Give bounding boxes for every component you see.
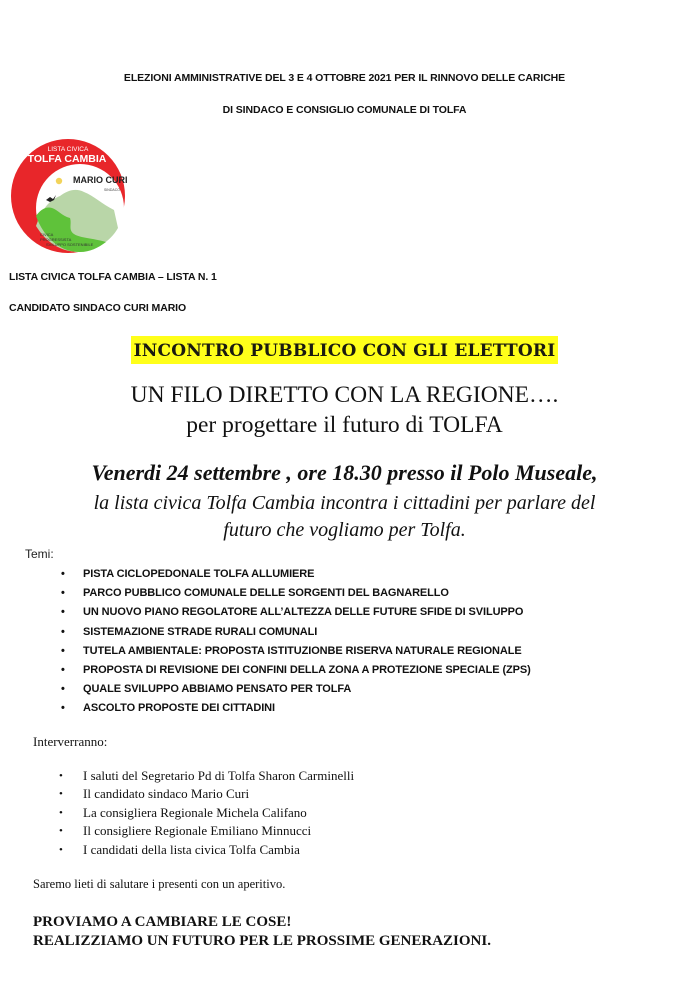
- speaker-text: Il candidato sindaco Mario Curi: [83, 786, 250, 802]
- bullet-icon: •: [61, 587, 65, 600]
- topic-item: [0, 699, 531, 718]
- event-date-place: Venerdi 24 settembre , ore 18.30 presso il Polo Museale,: [91, 460, 598, 485]
- topics-label: Temi:: [25, 547, 54, 561]
- slogan-line-1: PROVIAMO A CAMBIARE LE COSE!: [33, 914, 292, 930]
- event-subtitle-2: per progettare il futuro di TOLFA: [186, 412, 503, 438]
- topic-item: [0, 565, 531, 584]
- topic-text: ASCOLTO PROPOSTE DEI CITTADINI: [83, 702, 275, 715]
- bullet-icon: •: [61, 606, 65, 619]
- topic-item: [0, 584, 531, 603]
- bullet-icon: •: [61, 625, 65, 638]
- bullet-icon: •: [59, 788, 63, 801]
- candidate-mayor: CANDIDATO SINDACO CURI MARIO: [9, 302, 187, 314]
- topic-text: PROPOSTA DI REVISIONE DEI CONFINI DELLA ZONA A PROTEZIONE SPECIALE (ZPS): [83, 663, 531, 676]
- speaker-item: [0, 785, 354, 803]
- bullet-icon: •: [59, 806, 63, 819]
- speaker-item: [0, 767, 354, 785]
- bullet-icon: •: [59, 770, 63, 782]
- lista-number: LISTA CIVICA TOLFA CAMBIA – LISTA N. 1: [9, 271, 217, 283]
- slogan-line-2: REALIZZIAMO UN FUTURO PER LE PROSSIME GENERAZIONI.: [33, 933, 491, 949]
- logo-bottom-1: CIVICA: [40, 232, 54, 237]
- topic-item: [0, 661, 531, 680]
- topic-item: [0, 642, 531, 661]
- bullet-icon: •: [61, 663, 65, 676]
- bullet-icon: •: [61, 568, 65, 580]
- bullet-icon: •: [61, 683, 65, 696]
- topic-item: [0, 623, 531, 642]
- speaker-text: La consigliera Regionale Michela Califano: [83, 804, 307, 820]
- topic-text: PISTA CICLOPEDONALE TOLFA ALLUMIERE: [83, 568, 315, 580]
- topic-text: TUTELA AMBIENTALE: PROPOSTA ISTITUZIONBE RISERVA NATURALE REGIONALE: [83, 644, 522, 657]
- headline-wrap: [0, 336, 689, 364]
- topics-list: [0, 565, 531, 719]
- logo-bottom-2: PROGRESSISTA: [40, 237, 72, 242]
- topic-text: QUALE SVILUPPO ABBIAMO PENSATO PER TOLFA: [83, 683, 352, 696]
- event-headline: INCONTRO PUBBLICO CON GLI ELETTORI: [131, 336, 559, 364]
- election-header-line-1: ELEZIONI AMMINISTRATIVE DEL 3 E 4 OTTOBRE 2021 PER IL RINNOVO DELLE CARICHE: [123, 72, 566, 84]
- event-description: [0, 490, 689, 544]
- topic-text: UN NUOVO PIANO REGOLATORE ALL’ALTEZZA DELLE FUTURE SFIDE DI SVILUPPO: [83, 606, 524, 619]
- speakers-list: [0, 767, 354, 859]
- speaker-item: [0, 804, 354, 822]
- election-header-line-2: DI SINDACO E CONSIGLIO COMUNALE DI TOLFA: [222, 104, 467, 116]
- bullet-icon: •: [61, 702, 65, 715]
- logo-top-text: LISTA CIVICA: [47, 146, 89, 153]
- logo-bottom-3: SVILUPPO SOSTENIBILE: [46, 242, 94, 247]
- speaker-item: [0, 841, 354, 859]
- speaker-item: [0, 822, 354, 840]
- topic-item: [0, 680, 531, 699]
- speaker-text: I saluti del Segretario Pd di Tolfa Sharon Carminelli: [83, 768, 355, 783]
- topic-text: PARCO PUBBLICO COMUNALE DELLE SORGENTI DEL BAGNARELLO: [83, 587, 449, 600]
- logo-name: TOLFA CAMBIA: [27, 153, 107, 165]
- speaker-text: Il consigliere Regionale Emiliano Minnucci: [83, 823, 312, 839]
- bullet-icon: •: [59, 825, 63, 838]
- speaker-text: I candidati della lista civica Tolfa Cambia: [83, 841, 300, 857]
- logo-candidate-sub: SINDACO: [104, 188, 120, 192]
- event-subtitle-1: UN FILO DIRETTO CON LA REGIONE….: [130, 382, 559, 408]
- event-description-line-1: la lista civica Tolfa Cambia incontra i cittadini per parlare del: [93, 492, 596, 514]
- bullet-icon: •: [59, 843, 63, 856]
- aperitivo-note: Saremo lieti di salutare i presenti con un aperitivo.: [33, 877, 286, 891]
- topic-text: SISTEMAZIONE STRADE RURALI COMUNALI: [83, 625, 318, 638]
- topic-item: [0, 603, 531, 622]
- event-description-line-2: futuro che vogliamo per Tolfa.: [223, 519, 466, 541]
- tolfa-cambia-logo: [10, 138, 130, 256]
- bullet-icon: •: [61, 644, 65, 657]
- logo-candidate: MARIO CURI: [73, 175, 128, 185]
- speakers-label: Interverranno:: [33, 734, 108, 749]
